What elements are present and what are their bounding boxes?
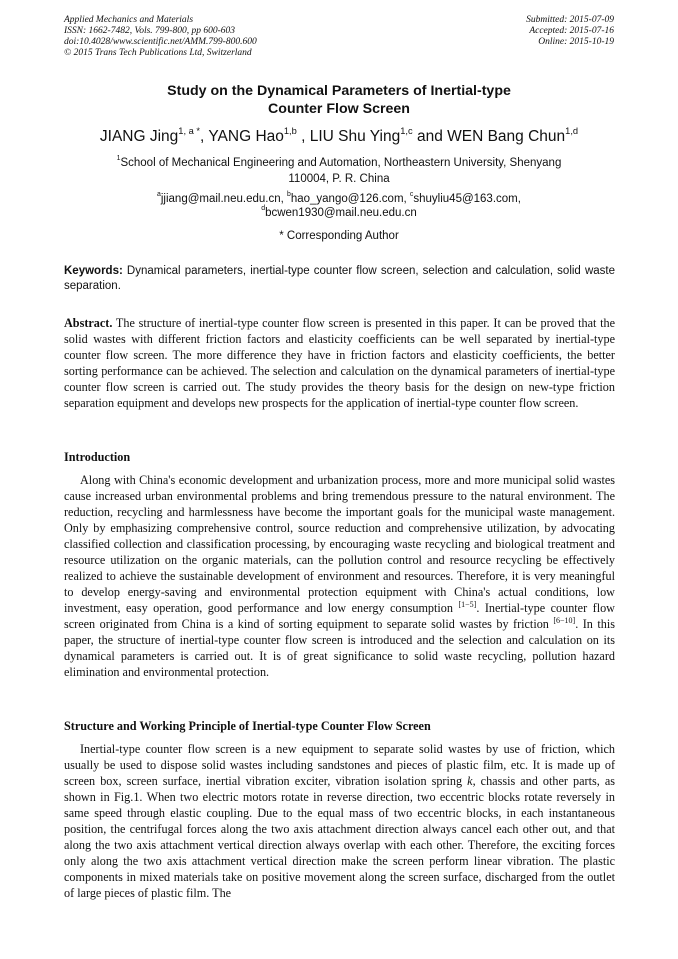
- email-mark: a: [157, 191, 161, 199]
- accepted-date: Accepted: 2015-07-16: [529, 26, 614, 36]
- affiliation: [100, 155, 578, 187]
- author-separator: and: [412, 128, 448, 145]
- keywords-label: Keywords:: [64, 265, 123, 277]
- author-name: LIU Shu Ying: [309, 128, 401, 145]
- copyright-line: © 2015 Trans Tech Publications Ltd, Switzerland: [64, 48, 252, 58]
- author-affiliation-mark: 1,b: [283, 125, 297, 136]
- affiliation-text: School of Mechanical Engineering and Automation, Northeastern University, Shenyang 110004, P. R. China: [120, 157, 562, 185]
- title-line-1: Study on the Dynamical Parameters of Inertial-type: [167, 83, 511, 99]
- citation: [6−10]: [553, 616, 576, 625]
- author-separator: ,: [296, 128, 310, 145]
- abstract: [64, 315, 615, 411]
- journal-header: [64, 15, 257, 59]
- abstract-label: Abstract.: [64, 316, 113, 330]
- affiliation-mark: 1: [116, 155, 121, 163]
- email-link: bcwen1930@mail.neu.edu.cn: [265, 207, 417, 219]
- introduction-paragraph: [64, 472, 615, 680]
- dates-header: [526, 15, 614, 48]
- paragraph-text: . Inertial-type counter flow screen originated from China is a kind of sorting equipment to separate solid wastes by friction: [64, 601, 615, 631]
- email-link: jjiang@mail.neu.edu.cn,: [160, 193, 287, 205]
- abstract-text: The structure of inertial-type counter flow screen is presented in this paper. It can be proved that the solid wastes with different friction factors and elasticity coefficients can be well separated by inertial-type counter flow screen. The more difference they have in friction factors and elasticity coefficients, the better sorting performance can be achieved. The selection and calculation on the dynamical parameters of inertial-type counter flow screen is carried out. The study provides the theory basis for the design on new-type friction separation equipment and develops new prospects for the application of inertial-type counter flow screen.: [64, 316, 615, 410]
- paragraph-text: , chassis and other parts, as shown in Fig.1. When two electric motors rotate in reverse direction, two eccentric blocks rotate reversely in same speed through elastic coupling. Due to the equal mass of two eccentric blocks, in each instantaneous position, the centrifugal forces along the two axis attachment direction always cancel each other out, and that along the two axis attachment vertical direction always overlap with each other. Therefore, the exciting forces only along the two axis attachment vertical direction make the screen perform linear vibration. The plastic components in mixed materials take on positive movement along the screen surface, discharged from the outlet of large pieces of plastic film. The: [64, 774, 615, 900]
- author-affiliation-mark: 1,d: [565, 125, 579, 136]
- doi-line: doi:10.4028/www.scientific.net/AMM.799-800.600: [64, 37, 257, 47]
- email-link: hao_yango@126.com,: [290, 193, 410, 205]
- journal-name: Applied Mechanics and Materials: [64, 15, 194, 25]
- email-link: shuyliu45@163.com,: [413, 193, 521, 205]
- author-emails: [100, 192, 578, 220]
- online-date: Online: 2015-10-19: [538, 37, 614, 47]
- citation: [1−5]: [458, 600, 477, 609]
- email-mark: b: [286, 191, 291, 199]
- paragraph-text: Along with China's economic development and urbanization process, more and more municipal solid wastes cause increased urban environmental problems and bring tremendous pressure to the natural environment. The reduction, recycling and harmlessness have become the important goals for the municipal waste management. Only by emphasizing comprehensive control, source reduction and comprehensive utilization, by advocating classified collection and classification processing, by encouraging waste recycling and biological treatment and resource utilization on the organic materials, can the pollution control and resource recycling be effectively realized to achieve the sustainable development of environment and resources. Therefore, it is very meaningful to develop energy-saving and environmental protection equipment with China's actual conditions, low investment, easy operation, good performance and low energy consumption: [64, 473, 615, 615]
- paragraph-text: Inertial-type counter flow screen is a new equipment to separate solid wastes by use of friction, which usually be used to dispose solid wastes including sandstones and pieces of plastic film, etc. It is made up of screen box, screen surface, inertial vibration exciter, vibration isolation spring: [64, 742, 615, 788]
- author-name: JIANG Jing: [99, 128, 179, 145]
- author-name: WEN Bang Chun: [447, 128, 566, 145]
- email-mark: c: [409, 191, 414, 199]
- keywords-text: Dynamical parameters, inertial-type counter flow screen, selection and calculation, solid waste separation.: [64, 265, 615, 292]
- issn-line: ISSN: 1662-7482, Vols. 799-800, pp 600-603: [64, 26, 235, 36]
- paper-title: [64, 82, 614, 118]
- title-line-2: Counter Flow Screen: [268, 101, 410, 117]
- email-mark: d: [261, 205, 266, 213]
- author-separator: ,: [200, 128, 209, 145]
- author-affiliation-mark: 1,c: [400, 125, 413, 136]
- structure-paragraph: [64, 741, 615, 901]
- spring-symbol: k: [467, 774, 473, 788]
- author-name: YANG Hao: [208, 128, 284, 145]
- paragraph-text: . In this paper, the structure of inertial-type counter flow screen is introduced and the selection and calculation on its dynamical parameters is carried out. It is of great significance to solid waste recycling, pollution hazard elimination and environmental protection.: [64, 617, 615, 679]
- section-heading-structure: Structure and Working Principle of Inertial-type Counter Flow Screen: [64, 719, 431, 733]
- author-affiliation-mark: 1, a *: [178, 125, 201, 136]
- keywords: [64, 264, 615, 294]
- corresponding-author-note: * Corresponding Author: [279, 230, 399, 242]
- author-list: [30, 127, 648, 146]
- submitted-date: Submitted: 2015-07-09: [526, 15, 614, 25]
- section-heading-introduction: Introduction: [64, 450, 131, 464]
